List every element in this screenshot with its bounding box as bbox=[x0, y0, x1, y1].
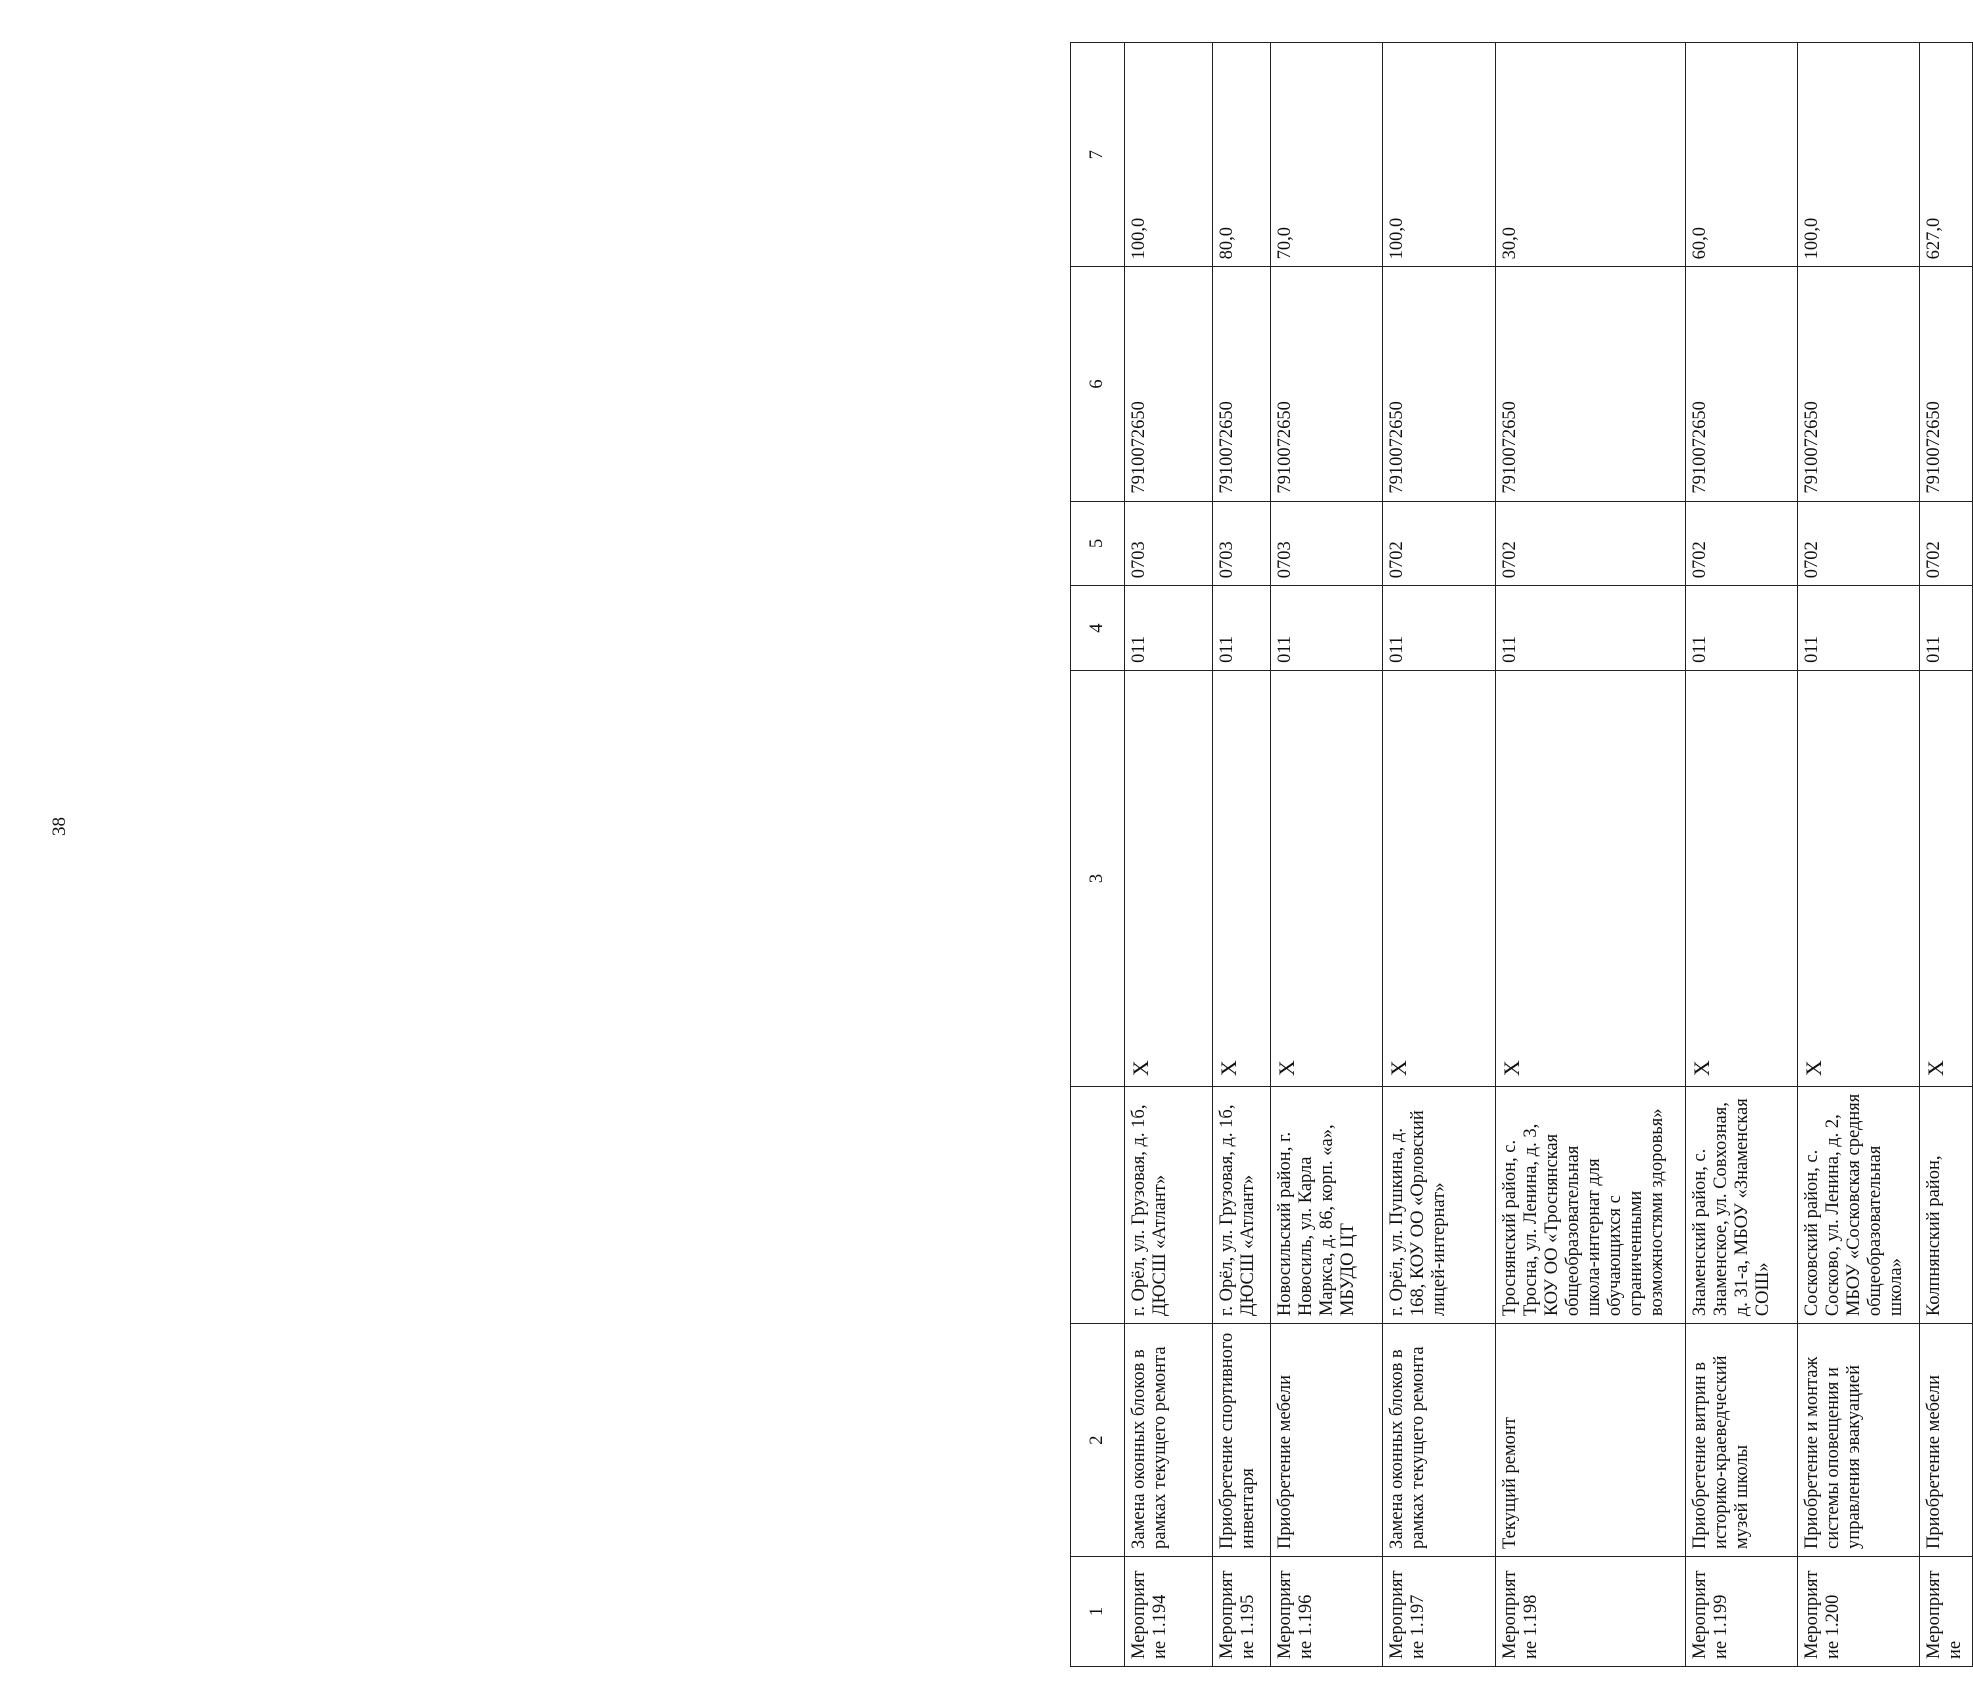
work-name-cell: Приобретение мебели bbox=[1271, 1324, 1382, 1557]
target-article-cell: 7910072650 bbox=[1686, 267, 1797, 501]
mark-cell: X bbox=[1212, 670, 1271, 1086]
target-article-cell: 7910072650 bbox=[1382, 267, 1495, 501]
section-cell: 0702 bbox=[1382, 501, 1495, 586]
table-row bbox=[1382, 43, 1495, 1667]
section-cell: 0703 bbox=[1125, 501, 1212, 586]
address-cell: г. Орёл, ул. Грузовая, д. 1б, ДЮСШ «Атлант» bbox=[1212, 1087, 1271, 1324]
work-name-cell: Приобретение и монтаж системы оповещения и управления эвакуацией bbox=[1797, 1324, 1919, 1557]
section-cell: 0702 bbox=[1686, 501, 1797, 586]
table-row bbox=[1495, 43, 1686, 1667]
header-cell: 6 bbox=[1071, 267, 1125, 501]
work-name-cell: Приобретение мебели bbox=[1919, 1324, 1972, 1557]
table-row bbox=[1797, 43, 1919, 1667]
address-cell: Колпнянский район, bbox=[1919, 1087, 1972, 1324]
target-article-cell: 7910072650 bbox=[1271, 267, 1382, 501]
table-row bbox=[1919, 43, 1972, 1667]
event-cell: Мероприятие bbox=[1919, 1556, 1972, 1666]
work-name-cell: Текущий ремонт bbox=[1495, 1324, 1686, 1557]
code-cell: 011 bbox=[1125, 586, 1212, 671]
table-row bbox=[1271, 43, 1382, 1667]
section-cell: 0703 bbox=[1271, 501, 1382, 586]
code-cell: 011 bbox=[1495, 586, 1686, 671]
mark-cell: X bbox=[1271, 670, 1382, 1086]
code-cell: 011 bbox=[1271, 586, 1382, 671]
mark-cell: X bbox=[1797, 670, 1919, 1086]
work-name-cell: Приобретение спортивного инвентаря bbox=[1212, 1324, 1271, 1557]
work-name-cell: Приобретение витрин в историко-краеведческий музей школы bbox=[1686, 1324, 1797, 1557]
address-cell: г. Орёл, ул. Грузовая, д. 1б, ДЮСШ «Атлант» bbox=[1125, 1087, 1212, 1324]
header-cell: 7 bbox=[1071, 43, 1125, 267]
target-article-cell: 7910072650 bbox=[1495, 267, 1686, 501]
section-cell: 0703 bbox=[1212, 501, 1271, 586]
code-cell: 011 bbox=[1212, 586, 1271, 671]
amount-cell: 627,0 bbox=[1919, 43, 1972, 267]
header-cell: 1 bbox=[1071, 1556, 1125, 1666]
amount-cell: 30,0 bbox=[1495, 43, 1686, 267]
section-cell: 0702 bbox=[1797, 501, 1919, 586]
event-cell: Мероприятие 1.200 bbox=[1797, 1556, 1919, 1666]
address-cell: г. Орёл, ул. Пушкина, д. 168, КОУ ОО «Орловский лицей-интернат» bbox=[1382, 1087, 1495, 1324]
target-article-cell: 7910072650 bbox=[1919, 267, 1972, 501]
amount-cell: 100,0 bbox=[1382, 43, 1495, 267]
mark-cell: X bbox=[1686, 670, 1797, 1086]
amount-cell: 100,0 bbox=[1797, 43, 1919, 267]
mark-cell: X bbox=[1919, 670, 1972, 1086]
table-row bbox=[1212, 43, 1271, 1667]
table-row bbox=[1686, 43, 1797, 1667]
header-cell: 4 bbox=[1071, 586, 1125, 671]
event-cell: Мероприятие 1.196 bbox=[1271, 1556, 1382, 1666]
event-cell: Мероприятие 1.197 bbox=[1382, 1556, 1495, 1666]
code-cell: 011 bbox=[1797, 586, 1919, 671]
work-name-cell: Замена оконных блоков в рамках текущего ремонта bbox=[1125, 1324, 1212, 1557]
target-article-cell: 7910072650 bbox=[1125, 267, 1212, 501]
amount-cell: 60,0 bbox=[1686, 43, 1797, 267]
address-cell: Знаменский район, с. Знаменское, ул. Совхозная, д. 31-а, МБОУ «Знаменская СОШ» bbox=[1686, 1087, 1797, 1324]
table-row bbox=[1125, 43, 1212, 1667]
rotated-table-container bbox=[1070, 42, 1973, 1667]
header-cell: 5 bbox=[1071, 501, 1125, 586]
event-cell: Мероприятие 1.199 bbox=[1686, 1556, 1797, 1666]
address-cell: Сосковский район, с. Сосково, ул. Ленина, д. 2, МБОУ «Сосковская средняя общеобразовательная школа» bbox=[1797, 1087, 1919, 1324]
code-cell: 011 bbox=[1382, 586, 1495, 671]
address-cell: Троснянский район, с. Тросна, ул. Ленина, д. 3, КОУ ОО «Троснянская общеобразовательная школа-интернат для обучающихся с ограниченными возможностями здоровья» bbox=[1495, 1087, 1686, 1324]
mark-cell: X bbox=[1495, 670, 1686, 1086]
amount-cell: 80,0 bbox=[1212, 43, 1271, 267]
target-article-cell: 7910072650 bbox=[1212, 267, 1271, 501]
amount-cell: 100,0 bbox=[1125, 43, 1212, 267]
mark-cell: X bbox=[1125, 670, 1212, 1086]
event-cell: Мероприятие 1.194 bbox=[1125, 1556, 1212, 1666]
amount-cell: 70,0 bbox=[1271, 43, 1382, 267]
budget-events-table bbox=[1070, 42, 1973, 1667]
address-cell: Новосильский район, г. Новосиль, ул. Карла Маркса, д. 86, корп. «а», МБУДО ЦТ bbox=[1271, 1087, 1382, 1324]
header-cell bbox=[1071, 1087, 1125, 1324]
mark-cell: X bbox=[1382, 670, 1495, 1086]
header-cell: 2 bbox=[1071, 1324, 1125, 1557]
code-cell: 011 bbox=[1919, 586, 1972, 671]
page-number: 38 bbox=[49, 817, 70, 836]
event-cell: Мероприятие 1.198 bbox=[1495, 1556, 1686, 1666]
work-name-cell: Замена оконных блоков в рамках текущего ремонта bbox=[1382, 1324, 1495, 1557]
target-article-cell: 7910072650 bbox=[1797, 267, 1919, 501]
code-cell: 011 bbox=[1686, 586, 1797, 671]
header-cell: 3 bbox=[1071, 670, 1125, 1086]
section-cell: 0702 bbox=[1919, 501, 1972, 586]
event-cell: Мероприятие 1.195 bbox=[1212, 1556, 1271, 1666]
section-cell: 0702 bbox=[1495, 501, 1686, 586]
header-row bbox=[1071, 43, 1125, 1667]
